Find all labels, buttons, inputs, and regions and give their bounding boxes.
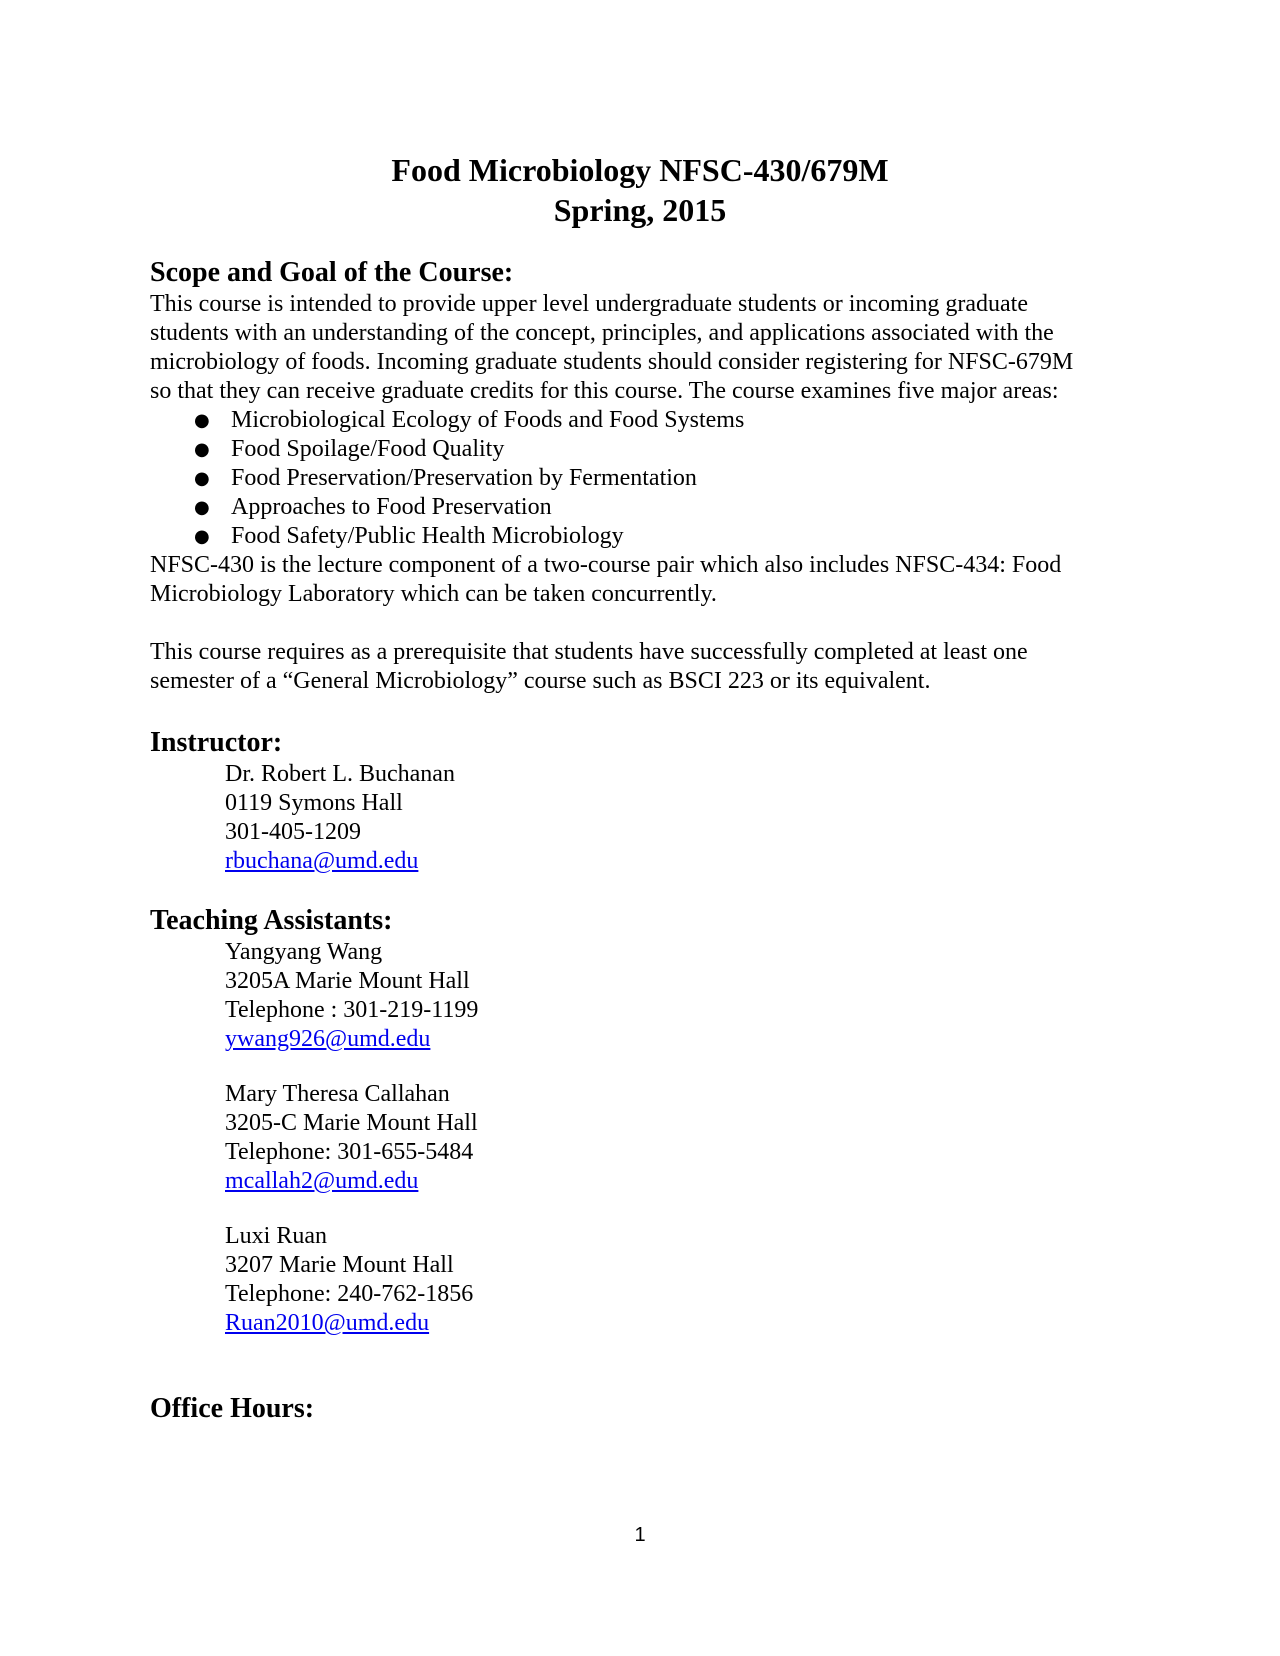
ta-office: 3205-C Marie Mount Hall <box>225 1110 478 1136</box>
syllabus-page <box>150 150 1130 1426</box>
course-area-item <box>194 406 1130 435</box>
course-title-line-1: Food Microbiology NFSC-430/679M <box>391 152 889 188</box>
ta-office: 3207 Marie Mount Hall <box>225 1252 454 1278</box>
ta-contact <box>150 938 1130 1054</box>
ta-email-link[interactable]: ywang926@umd.edu <box>225 1026 431 1052</box>
course-area-label: Food Safety/Public Health Microbiology <box>231 523 624 549</box>
ta-email-link[interactable]: mcallah2@umd.edu <box>225 1168 419 1194</box>
instructor-email-link[interactable]: rbuchana@umd.edu <box>225 848 419 874</box>
ta-contact <box>150 1080 1130 1196</box>
prerequisite-line: This course requires as a prerequisite that students have successfully completed at least one <box>150 639 1028 665</box>
ta-office: 3205A Marie Mount Hall <box>225 968 470 994</box>
course-areas-list <box>150 406 1130 551</box>
spacer <box>150 1196 1130 1222</box>
spacer <box>150 1054 1130 1080</box>
bullet-icon: ● <box>194 497 210 518</box>
scope-intro-line: so that they can receive graduate credits for this course. The course examines five major areas: <box>150 378 1059 404</box>
instructor-name: Dr. Robert L. Buchanan <box>225 761 455 787</box>
course-area-item <box>194 435 1130 464</box>
instructor-office: 0119 Symons Hall <box>225 790 403 816</box>
course-area-label: Approaches to Food Preservation <box>231 494 552 520</box>
ta-phone: Telephone: 240-762-1856 <box>225 1281 474 1307</box>
lab-note <box>150 551 1130 609</box>
scope-intro-line: microbiology of foods. Incoming graduate students should consider registering for NFSC-679M <box>150 349 1074 375</box>
course-area-label: Food Spoilage/Food Quality <box>231 436 505 462</box>
prerequisite-note <box>150 638 1130 696</box>
course-title <box>150 150 1130 230</box>
ta-phone: Telephone: 301-655-5484 <box>225 1139 474 1165</box>
ta-email-link[interactable]: Ruan2010@umd.edu <box>225 1310 430 1336</box>
bullet-icon: ● <box>194 410 210 431</box>
ta-phone: Telephone : 301-219-1199 <box>225 997 479 1023</box>
course-area-item <box>194 464 1130 493</box>
bullet-icon: ● <box>194 439 210 460</box>
lab-note-line: NFSC-430 is the lecture component of a two-course pair which also includes NFSC-434: Food <box>150 552 1062 578</box>
bullet-icon: ● <box>194 468 210 489</box>
instructor-phone: 301-405-1209 <box>225 819 361 845</box>
ta-contact <box>150 1222 1130 1338</box>
scope-heading: Scope and Goal of the Course: <box>150 257 514 288</box>
ta-name: Luxi Ruan <box>225 1223 327 1249</box>
course-area-item <box>194 522 1130 551</box>
office-hours-heading: Office Hours: <box>150 1393 315 1424</box>
spacer <box>150 609 1130 638</box>
teaching-assistants-heading: Teaching Assistants: <box>150 905 393 936</box>
course-area-label: Food Preservation/Preservation by Fermentation <box>231 465 697 491</box>
course-area-item <box>194 493 1130 522</box>
course-title-line-2: Spring, 2015 <box>553 192 727 228</box>
instructor-heading: Instructor: <box>150 727 283 758</box>
bullet-icon: ● <box>194 526 210 547</box>
lab-note-line: Microbiology Laboratory which can be taken concurrently. <box>150 581 717 607</box>
ta-name: Yangyang Wang <box>225 939 383 965</box>
scope-intro <box>150 290 1130 406</box>
instructor-contact <box>150 760 1130 876</box>
scope-intro-line: This course is intended to provide upper level undergraduate students or incoming graduate <box>150 291 1028 317</box>
ta-name: Mary Theresa Callahan <box>225 1081 450 1107</box>
course-area-label: Microbiological Ecology of Foods and Food Systems <box>231 407 745 433</box>
page-number: 1 <box>634 1524 646 1546</box>
scope-intro-line: students with an understanding of the concept, principles, and applications associated with the <box>150 320 1054 346</box>
prerequisite-line: semester of a “General Microbiology” course such as BSCI 223 or its equivalent. <box>150 668 931 694</box>
